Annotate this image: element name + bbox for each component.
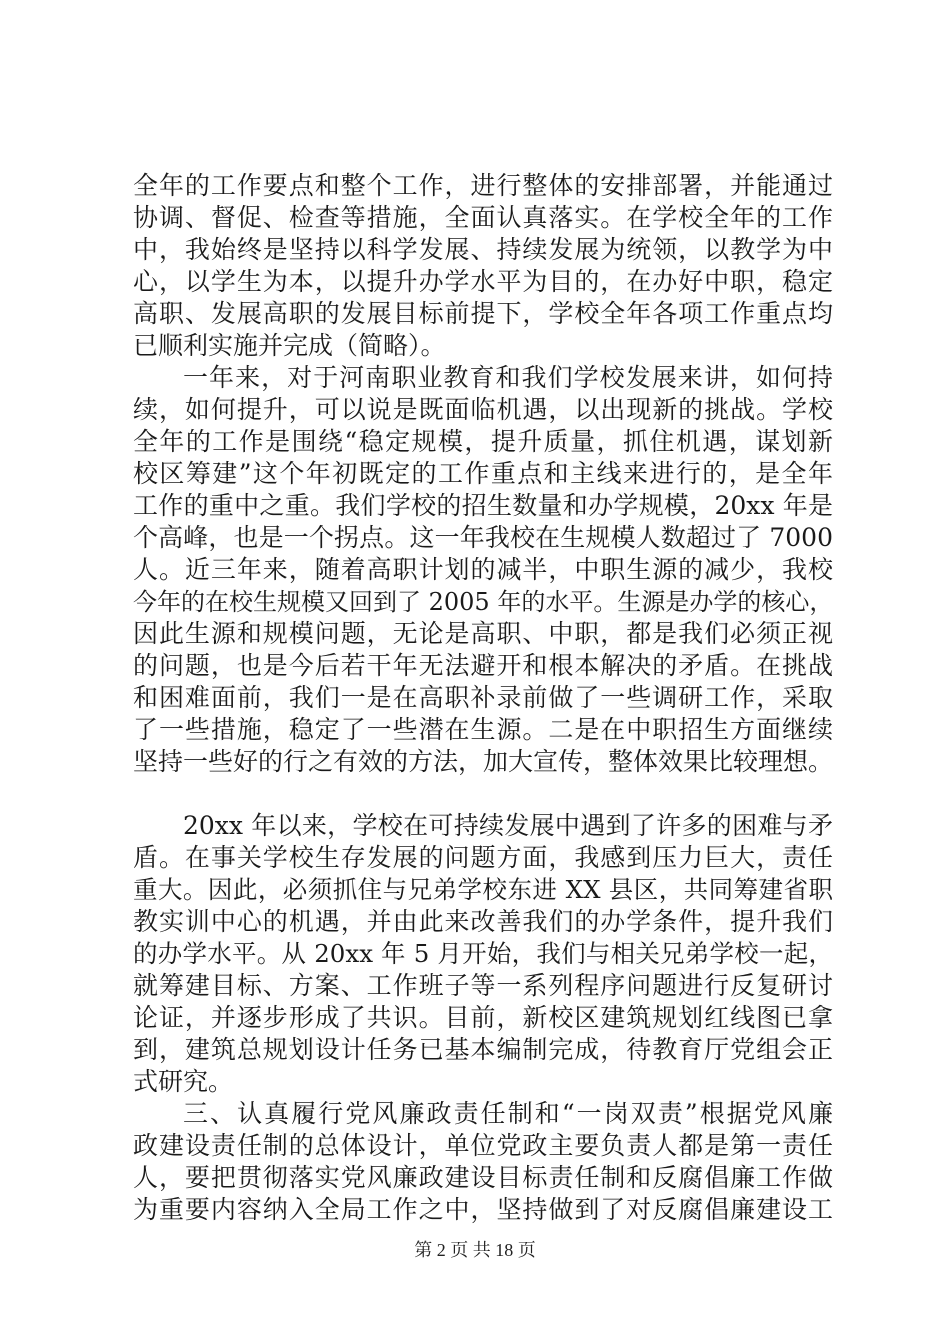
paragraph-3 (133, 810, 833, 1098)
paragraph-1 (133, 170, 833, 362)
text-line: 了一些措施，稳定了一些潜在生源。二是在中职招生方面继续 (133, 715, 833, 744)
text-line: 三、认真履行党风廉政责任制和“一岗双责”根据党风廉 (183, 1099, 833, 1128)
text-line: 全年的工作是围绕“稳定规模，提升质量，抓住机遇，谋划新 (133, 427, 833, 456)
text-line: 协调、督促、检查等措施，全面认真落实。在学校全年的工作 (133, 203, 833, 232)
page-number-label: 第 2 页 共 18 页 (414, 1240, 536, 1260)
text-line: 校区筹建”这个年初既定的工作重点和主线来进行的，是全年 (133, 459, 833, 488)
text-line: 教实训中心的机遇，并由此来改善我们的办学条件，提升我们 (133, 907, 833, 936)
text-line: 人，要把贯彻落实党风廉政建设目标责任制和反腐倡廉工作做 (133, 1163, 833, 1192)
page-footer (0, 1238, 950, 1262)
text-line: 的问题，也是今后若干年无法避开和根本解决的矛盾。在挑战 (133, 651, 833, 680)
text-line: 和困难面前，我们一是在高职补录前做了一些调研工作，采取 (133, 683, 833, 712)
paragraph-2 (133, 362, 833, 778)
text-line: 20xx 年以来，学校在可持续发展中遇到了许多的困难与矛 (183, 811, 833, 840)
text-line: 盾。在事关学校生存发展的问题方面，我感到压力巨大，责任 (133, 843, 833, 872)
text-line: 坚持一些好的行之有效的方法，加大宣传，整体效果比较理想。 (133, 747, 834, 776)
text-line: 到，建筑总规划设计任务已基本编制完成，待教育厅党组会正 (133, 1035, 833, 1064)
paragraph-4 (133, 1098, 833, 1226)
text-line: 个高峰，也是一个拐点。这一年我校在生规模人数超过了 7000 (133, 523, 833, 552)
text-line: 工作的重中之重。我们学校的招生数量和办学规模，20xx 年是 (133, 491, 833, 520)
text-line: 论证，并逐步形成了共识。目前，新校区建筑规划红线图已拿 (133, 1003, 833, 1032)
text-line: 一年来，对于河南职业教育和我们学校发展来讲，如何持 (183, 363, 833, 392)
text-line: 的办学水平。从 20xx 年 5 月开始，我们与相关兄弟学校一起， (133, 939, 833, 968)
text-line: 续，如何提升，可以说是既面临机遇，以出现新的挑战。学校 (133, 395, 833, 424)
paragraph-spacer (133, 778, 833, 810)
text-line: 已顺利实施并完成（简略）。 (133, 331, 446, 360)
text-line: 高职、发展高职的发展目标前提下，学校全年各项工作重点均 (133, 299, 833, 328)
text-line: 人。近三年来，随着高职计划的减半，中职生源的减少，我校 (133, 555, 833, 584)
text-line: 因此生源和规模问题，无论是高职、中职，都是我们必须正视 (133, 619, 833, 648)
text-line: 就筹建目标、方案、工作班子等一系列程序问题进行反复研讨 (133, 971, 833, 1000)
text-line: 重大。因此，必须抓住与兄弟学校东进 XX 县区，共同筹建省职 (133, 875, 833, 904)
text-line: 今年的在校生规模又回到了 2005 年的水平。生源是办学的核心， (133, 588, 834, 616)
text-line: 心，以学生为本，以提升办学水平为目的，在办好中职，稳定 (133, 267, 833, 296)
text-line: 全年的工作要点和整个工作，进行整体的安排部署，并能通过 (133, 171, 833, 200)
text-line: 为重要内容纳入全局工作之中，坚持做到了对反腐倡廉建设工 (133, 1195, 833, 1224)
text-line: 政建设责任制的总体设计，单位党政主要负责人都是第一责任 (133, 1131, 833, 1160)
text-line: 中，我始终是坚持以科学发展、持续发展为统领，以教学为中 (133, 235, 833, 264)
text-line: 式研究。 (133, 1067, 234, 1096)
document-body (133, 170, 833, 1226)
